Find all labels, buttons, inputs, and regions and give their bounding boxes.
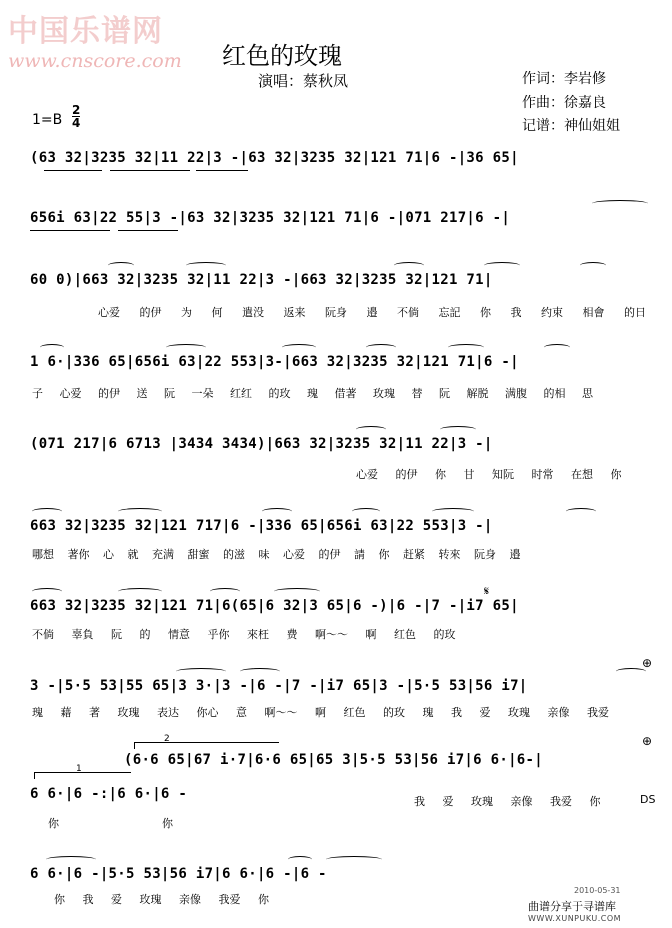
notation-line-4: 1 6·|336 65|656i 63|22 553|3-|663 32|3235 32|121 71|6 -| (30, 354, 519, 370)
lyrics-line-8: 瑰 藉 著 玫瑰 表达 你心 意 啊～～ 啊 红色 的玫 瑰 我 爱 玫瑰 亲像 我爱 (32, 706, 609, 719)
watermark-site-name: 中国乐谱网 (8, 14, 163, 49)
footer-date: 2010-05-31 (574, 886, 621, 895)
coda-icon-2: ⊕ (642, 734, 653, 748)
lyrics-line-4: 子 心爱 的伊 送 阮 一朵 红红 的玫 瑰 借著 玫瑰 替 阮 解脱 满腹 的相 思 (32, 387, 593, 400)
notation-line-6: 663 32|3235 32|121 717|6 -|336 65|656i 63|22 553|3 -| (30, 518, 493, 534)
notation-line-9-bottom: 6 6·|6 -:|6 6·|6 - (30, 786, 188, 802)
notation-line-10: 6 6·|6 -|5·5 53|56 i7|6 6·|6 -|6 - (30, 866, 327, 882)
footer-share-text: 曲谱分享于寻谱库 (528, 900, 616, 913)
lyrics-line-10: 你 我 爱 玫瑰 亲像 我爱 你 (54, 893, 269, 906)
singer-credit: 演唱：蔡秋凤 (258, 72, 349, 90)
lyrics-line-9-ending-1: 你 (48, 817, 59, 830)
notation-line-3: 60 0)|663 32|3235 32|11 22|3 -|663 32|3235 32|121 71| (30, 272, 493, 288)
volta-number-2: 2 (164, 734, 170, 744)
ds-marking: DS (640, 793, 656, 806)
song-title: 红色的玫瑰 (222, 42, 342, 70)
lyrics-line-7: 不倘 辜負 阮 的 情意 乎你 來枉 费 啊～～ 啊 红色 的玫 (32, 628, 456, 641)
time-signature-top: 2 (72, 103, 81, 117)
lyrics-line-9: 我 爱 玫瑰 亲像 我爱 你 (414, 795, 601, 808)
notation-line-9-top: (6·6 65|67 i·7|6·6 65|65 3|5·5 53|56 i7|6 6·|6-| (124, 752, 543, 768)
time-signature (72, 104, 80, 129)
lyrics-line-3: 心爱 的伊 为 何 遣没 返来 阮身 邉 不倘 忘記 你 我 约束 相會 的日 (98, 306, 646, 319)
notation-line-8: 3 -|5·5 53|55 65|3 3·|3 -|6 -|7 -|i7 65|3 -|5·5 53|56 i7| (30, 678, 528, 694)
lyrics-line-9-ending-2: 你 (162, 817, 173, 830)
volta-bracket-1 (34, 772, 131, 779)
notation-line-2: 656i 63|22 55|3 -|63 32|3235 32|121 71|6 -|071 217|6 -| (30, 210, 511, 226)
lyrics-line-6: 哪想 著你 心 就 充满 甜蜜 的滋 味 心爱 的伊 請 你 赶紧 转來 阮身 邉 (32, 548, 521, 561)
key-signature: 1=B (32, 112, 63, 128)
composer-credit: 作曲：徐嘉良 (522, 95, 606, 111)
volta-bracket-2 (134, 742, 279, 749)
volta-number-1: 1 (76, 764, 82, 774)
lyrics-line-5: 心爱 的伊 你 甘 知阮 时常 在想 你 (356, 468, 622, 481)
time-signature-bottom: 4 (72, 116, 81, 130)
watermark-site-url: www.cnscore.com (8, 50, 182, 72)
segno-icon: 𝄋 (484, 584, 490, 598)
notation-line-5: (071 217|6 6713 |3434 3434)|663 32|3235 32|11 22|3 -| (30, 436, 493, 452)
notation-line-7: 663 32|3235 32|121 71|6(65|6 32|3 65|6 -)|6 -|7 -|i7 65| (30, 598, 519, 614)
lyricist-credit: 作词：李岩修 (522, 71, 606, 87)
coda-icon: ⊕ (642, 656, 653, 670)
notation-line-1: (63 32|3235 32|11 22|3 -|63 32|3235 32|121 71|6 -|36 65| (30, 150, 519, 166)
footer-share-url: WWW.XUNPUKU.COM (528, 914, 622, 923)
transcriber-credit: 记谱：神仙姐姐 (522, 118, 620, 134)
